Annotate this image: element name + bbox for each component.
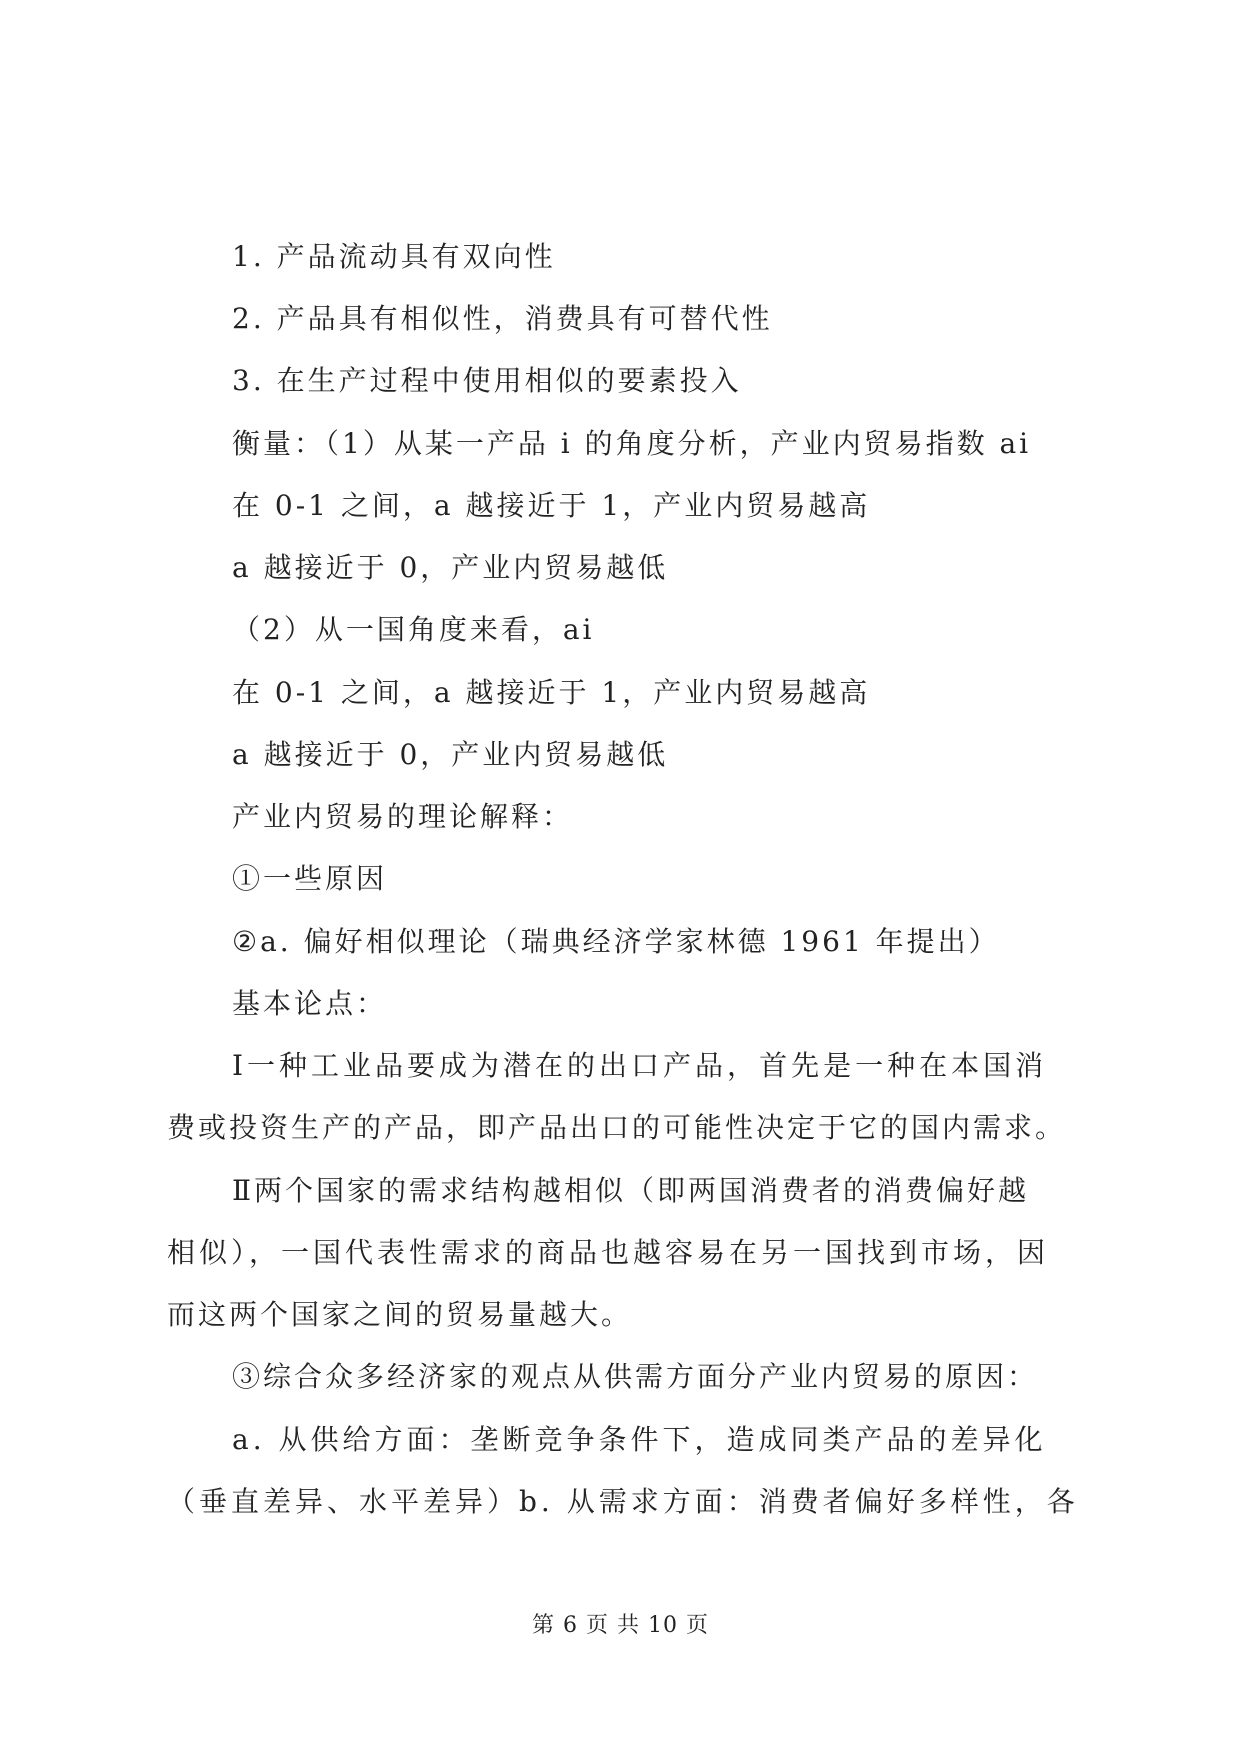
text-line-18: 而这两个国家之间的贸易量越大。	[167, 1298, 633, 1331]
text-line-19: ③综合众多经济家的观点从供需方面分产业内贸易的原因：	[232, 1360, 1039, 1393]
text-line-9: a 越接近于 0，产业内贸易越低	[232, 738, 669, 771]
text-line-20: a. 从供给方面：垄断竞争条件下，造成同类产品的差异化	[232, 1423, 1047, 1456]
text-line-5: 在 0-1 之间，a 越接近于 1，产业内贸易越高	[232, 489, 871, 522]
text-line-21: （垂直差异、水平差异）b. 从需求方面：消费者偏好多样性，各	[167, 1485, 1079, 1518]
text-line-11: ①一些原因	[232, 862, 388, 895]
text-line-12: ②a. 偏好相似理论（瑞典经济学家林德 1961 年提出）	[232, 925, 1000, 958]
text-line-10: 产业内贸易的理论解释：	[232, 800, 574, 833]
text-line-3: 3. 在生产过程中使用相似的要素投入	[232, 364, 742, 397]
text-line-15: 费或投资生产的产品，即产品出口的可能性决定于它的国内需求。	[167, 1111, 1067, 1144]
text-line-17: 相似），一国代表性需求的商品也越容易在另一国找到市场，因	[167, 1236, 1050, 1269]
text-line-13: 基本论点：	[232, 987, 388, 1020]
text-line-6: a 越接近于 0，产业内贸易越低	[232, 551, 669, 584]
page-number-footer: 第 6 页 共 10 页	[532, 1613, 709, 1638]
text-line-7: （2）从一国角度来看，ai	[232, 613, 595, 646]
text-line-2: 2. 产品具有相似性，消费具有可替代性	[232, 302, 773, 335]
text-line-14: Ⅰ一种工业品要成为潜在的出口产品，首先是一种在本国消	[232, 1049, 1048, 1082]
text-line-16: Ⅱ两个国家的需求结构越相似（即两国消费者的消费偏好越	[232, 1174, 1030, 1207]
text-line-4: 衡量：（1）从某一产品 i 的角度分析，产业内贸易指数 ai	[232, 427, 1032, 460]
text-line-1: 1. 产品流动具有双向性	[232, 240, 556, 273]
text-line-8: 在 0-1 之间，a 越接近于 1，产业内贸易越高	[232, 676, 871, 709]
